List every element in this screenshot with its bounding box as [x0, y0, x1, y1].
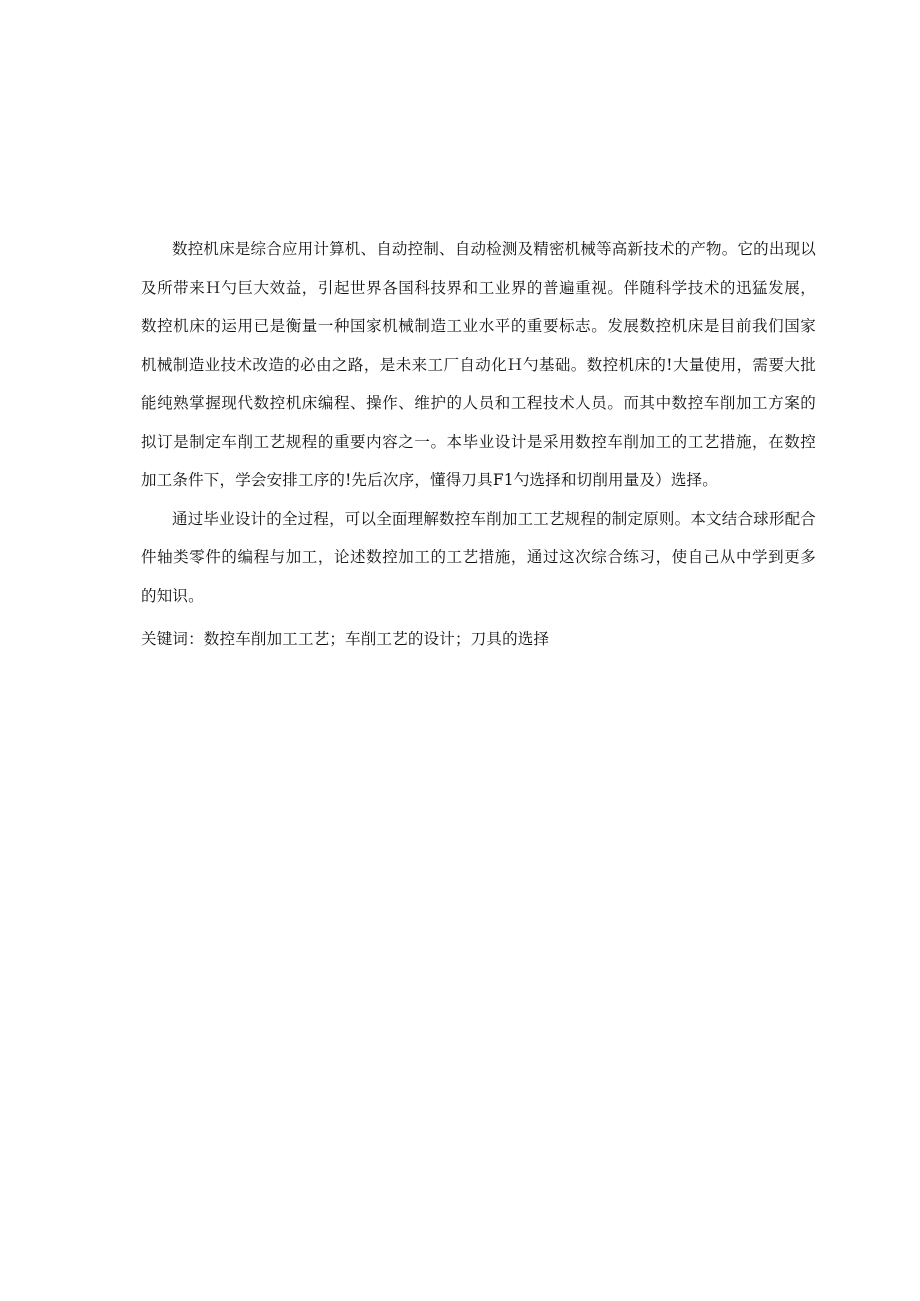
keywords-line: 关键词：数控车削加工工艺；车削工艺的设计；刀具的选择	[141, 630, 550, 648]
abstract-paragraph-2: 通过毕业设计的全过程，可以全面理解数控车削加工工艺规程的制定原则。本文结合球形配合件轴类零件的编程与加工，论述数控加工的工艺措施，通过这次综合练习，使自己从中学到更多的知识。	[141, 509, 816, 605]
abstract-paragraph-1: 数控机床是综合应用计算机、自动控制、自动检测及精密机械等高新技术的产物。它的出现以及所带来Ｈ勺巨大效益，引起世界各国科技界和工业界的普遍重视。伴随科学技术的迅猛发展，数控机床的运用已是衡量一种国家机械制造工业水平的重要标志。发展数控机床是目前我们国家机械制造业技术改造的必由之路，是未来工厂自动化Ｈ勺基础。数控机床的!大量使用，需要大批能纯熟掌握现代数控机床编程、操作、维护的人员和工程技术人员。而其中数控车削加工方案的拟订是制定车削工艺规程的重要内容之一。本毕业设计是采用数控车削加工的工艺措施，在数控加工条件下，学会安排工序的!先后次序，懂得刀具F1勺选择和切削用量及）选择。	[141, 240, 816, 489]
abstract-body	[141, 230, 816, 651]
